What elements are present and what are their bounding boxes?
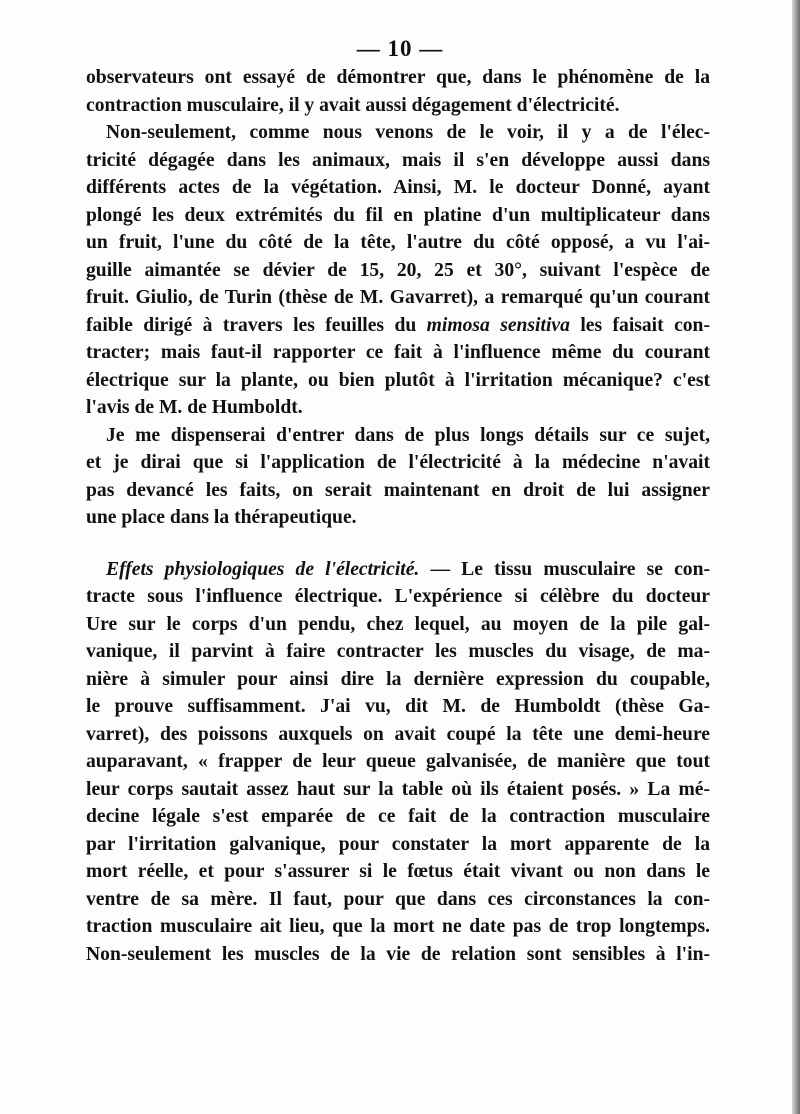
paragraph-3 [86, 422, 710, 532]
text-line: decine légale s'est emparée de ce fait de la contraction musculaire [86, 806, 710, 827]
text-line: et je dirai que si l'application de l'électricité à la médecine n'avait [86, 452, 710, 473]
text-line: observateurs ont essayé de démontrer que, dans le phénomène de la [86, 67, 710, 88]
text-segment: les faisait con- [580, 314, 710, 336]
paragraph-2 [86, 119, 710, 422]
text-line: Je me dispenserai d'entrer dans de plus longs détails sur ce sujet, [106, 424, 710, 446]
text-line: l'avis de M. de Humboldt. [86, 397, 303, 418]
text-line: vanique, il parvint à faire contracter les muscles du visage, de ma- [86, 641, 710, 662]
paragraph-4 [86, 556, 710, 969]
text-line: mort réelle, et pour s'assurer si le fœtus était vivant ou non dans le [86, 861, 710, 882]
text-line: une place dans la thérapeutique. [86, 507, 357, 528]
section-gap [86, 532, 710, 556]
text-line: Non-seulement, comme nous venons de le voir, il y a de l'élec- [106, 122, 710, 143]
text-segment: faible dirigé à travers les feuilles du [86, 314, 417, 336]
text-line: différents actes de la végétation. Ainsi, M. le docteur Donné, ayant [86, 177, 710, 198]
text-line: Non-seulement les muscles de la vie de relation sont sensibles à l'in- [86, 943, 710, 965]
italic-species-name: mimosa sensitiva [426, 314, 570, 336]
text-line: fruit. Giulio, de Turin (thèse de M. Gavarret), a remarqué qu'un courant [86, 287, 710, 308]
text-line: le prouve suffisamment. J'ai vu, dit M. de Humboldt (thèse Ga- [86, 696, 710, 717]
text-line: varret), des poissons auxquels on avait coupé la tête une demi-heure [86, 723, 710, 745]
text-segment: — Le tissu musculaire se con- [419, 558, 711, 580]
text-line: un fruit, l'une du côté de la tête, l'autre du côté opposé, a vu l'ai- [86, 232, 710, 253]
text-line: par l'irritation galvanique, pour constater la mort apparente de la [86, 833, 710, 855]
text-line-heading [86, 556, 710, 584]
text-line-mixed [86, 312, 710, 340]
text-line: contraction musculaire, il y avait aussi dégagement d'électricité. [86, 94, 620, 116]
text-line: tracte sous l'influence électrique. L'expérience si célèbre du docteur [86, 586, 710, 607]
text-line: ventre de sa mère. Il faut, pour que dans ces circonstances la con- [86, 888, 710, 910]
body-text [86, 64, 710, 968]
page-number: — 10 — [356, 36, 444, 61]
text-line: pas devancé les faits, on serait maintenant en droit de lui assigner [86, 479, 710, 501]
text-line: auparavant, « frapper de leur queue galvanisée, de manière que tout [86, 751, 710, 772]
section-heading: Effets physiologiques de l'électricité. [106, 558, 420, 580]
text-line: nière à simuler pour ainsi dire la dernière expression du coupable, [86, 668, 710, 690]
text-line: plongé les deux extrémités du fil en platine d'un multiplicateur dans [86, 204, 710, 226]
paragraph-1 [86, 64, 710, 119]
text-line: guille aimantée se dévier de 15, 20, 25 et 30°, suivant l'espèce de [86, 259, 710, 281]
page-spine-shadow [792, 0, 800, 1114]
text-line: électrique sur la plante, ou bien plutôt à l'irritation mécanique? c'est [86, 369, 710, 391]
text-line: tracter; mais faut-il rapporter ce fait à l'influence même du courant [86, 342, 710, 363]
text-line: leur corps sautait assez haut sur la table où ils étaient posés. » La mé- [86, 778, 710, 800]
text-line: traction musculaire ait lieu, que la mort ne date pas de trop longtemps. [86, 916, 710, 937]
text-line: Ure sur le corps d'un pendu, chez lequel, au moyen de la pile gal- [86, 613, 710, 635]
text-line: tricité dégagée dans les animaux, mais il s'en développe aussi dans [86, 149, 710, 171]
